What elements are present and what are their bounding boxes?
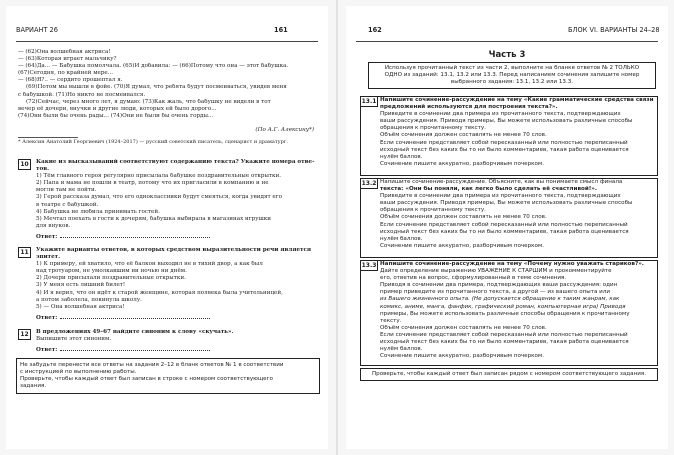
text-line: (69)Потом мы вышли в фойе. (70)Я думал, что ребята будут посмеиваться, увидев меня — [26, 84, 287, 91]
notice-line: Проверьте, чтобы каждый ответ был записан в строке с номером соответствующего — [20, 376, 273, 383]
footnote-rule — [18, 137, 78, 138]
task-line: обращения к прочитанному тексту. — [380, 125, 486, 132]
text-line: — (63)Которая играет мальчику? — [18, 56, 117, 63]
text-line: (74)Они были бы очень рады... (74)Они не были бы очень горды... — [18, 112, 214, 119]
left-header-title: ВАРИАНТ 26 — [16, 26, 58, 34]
task-line: Дайте определение выражению УВАЖЕНИЕ К СТАРШИМ и прокомментируйте — [380, 268, 612, 275]
task-line: Объём сочинения должен составлять не менее 70 слов. — [380, 324, 547, 331]
task-line: предложений используются для построения текста?». — [380, 104, 558, 111]
question-10 — [36, 159, 316, 241]
notice-line: Проверьте, чтобы каждый ответ был записан рядом с номером соответствующего задания. — [371, 371, 647, 377]
task-line: ваши рассуждения. Приводя примеры, Вы можете использовать различные способы — [380, 200, 633, 207]
task-line: Напишите сочинение-рассуждение. Объясните, как вы понимаете смысл финала — [380, 179, 623, 185]
text-line: (67)Сегодня, по крайней мере... — [18, 70, 114, 77]
question-11 — [36, 247, 316, 322]
option-line: 3) Герой рассказа думал, что его одноклассники будут смеяться, когда увидят его — [36, 194, 282, 201]
footnote: * Алексин Анатолий Георгиевич (1924–2017) — русский советский писатель, сценарист и драматург. — [18, 139, 289, 145]
question-prompt: эпитет. — [36, 254, 61, 261]
task-13-2-number: 13.2 — [361, 180, 377, 187]
story-text-excerpt — [18, 49, 314, 120]
question-prompt: Какие из высказываний соответствуют содержанию текста? Укажите номера отве- — [36, 159, 315, 165]
question-12-number: 12 — [18, 329, 31, 340]
task-line: Сочинение пишите аккуратно, разборчивым почерком. — [380, 160, 544, 167]
task-line: Напишите сочинение-рассуждение на тему «Какие грамматические средства связи — [380, 97, 654, 103]
text-line: вечер её дочери, внучки и другие люди, которых ей было дорого... — [18, 105, 217, 112]
notice-line: с инструкцией по выполнению работы. — [20, 369, 137, 376]
text-line: с бабушкой. (71)Но никто не посмеивался. — [18, 91, 146, 98]
instruction-box — [368, 62, 656, 89]
answer-field[interactable] — [60, 232, 210, 238]
task-line: примеры, Вы можете использовать различные способы обращения к прочитанному — [380, 310, 630, 317]
left-notice-box — [16, 358, 320, 394]
task-line: Напишите сочинение-рассуждение на тему «Почему нужно уважать стариков?». — [380, 261, 644, 267]
option-line: 5) — Она волшебная актриса! — [36, 303, 125, 310]
right-header-title: БЛОК VI. ВАРИАНТЫ 24–28 — [568, 26, 660, 34]
instruction-line: Используя прочитанный текст из части 2, выполните на бланке ответов № 2 ТОЛЬКО — [384, 65, 640, 71]
task-line: исходный текст без каких бы то ни было комментариев, такая работа оценивается — [380, 228, 629, 235]
question-subprompt: Выпишите этот синоним. — [36, 336, 112, 343]
text-line: — (64)Да... — Бабушка помолчала. (65)И добавила: — (66)Потому что она — этот бабушка. — [18, 63, 289, 70]
task-line: Сочинение пишите аккуратно, разборчивым почерком. — [380, 242, 544, 249]
instruction-line: ОДНО из заданий: 13.1, 13.2 или 13.3. Перед написанием сочинения запишите номер — [384, 72, 640, 79]
part-title: Часть 3 — [488, 50, 526, 60]
option-line: 1) Тём главного героя регулярно присылала бабушке поздравительные открытки. — [36, 173, 282, 180]
question-prompt: Укажите варианты ответов, в которых средством выразительности речи является — [36, 247, 312, 253]
task-line: обращения к прочитанному тексту. — [380, 207, 486, 214]
question-10-number: 10 — [18, 159, 31, 170]
option-line: могли там не пойти. — [36, 187, 97, 194]
right-header-rule — [356, 41, 658, 42]
question-prompt: тов. — [36, 166, 50, 173]
task-line: Если сочинение представляет собой пересказанный или полностью переписанный — [380, 139, 628, 146]
task-line: Объём сочинения должен составлять не менее 70 слов. — [380, 214, 547, 221]
task-line: Приведите в сочинении два примера из прочитанного текста, подтверждающих — [380, 111, 621, 118]
option-line: 3) У меня есть лишний билет! — [36, 282, 126, 289]
task-line: его, ответив на вопрос, сформулированный в теме сочинения. — [380, 275, 567, 282]
task-line: комикс, аниме, манга, фанфик, графический роман, компьютерная игра) Приводя — [380, 303, 626, 310]
right-page-number: 162 — [368, 26, 382, 34]
task-line: пример приведите из прочитанного текста, а другой — из вашего опыта или — [380, 289, 611, 296]
left-header-rule — [16, 41, 318, 42]
task-line: исходный текст без каких бы то ни было комментариев, такая работа оценивается — [380, 146, 629, 153]
text-line: (72)Сейчас, через много лет, я думаю: (73)Как жаль, что бабушку не видели в тот — [26, 98, 271, 105]
option-line: 2) Папа и мама не пошли в театр, потому что их пригласили в компанию и не — [36, 180, 269, 187]
task-line: нулём баллов. — [380, 235, 423, 242]
task-13-3 — [380, 261, 654, 360]
question-12 — [36, 329, 316, 354]
task-line: ваши рассуждения. Приводя примеры, Вы можете использовать различные способы — [380, 118, 633, 125]
text-line: — (62)Она волшебная актриса! — [18, 49, 111, 55]
left-page-number: 161 — [274, 26, 288, 34]
task-13-1 — [380, 97, 654, 168]
task-13-2 — [380, 179, 654, 250]
task-line: Приведите в сочинении два примера из прочитанного текста, подтверждающих — [380, 193, 621, 200]
notice-line: Не забудьте перенести все ответы на задания 2–12 в бланк ответов № 1 в соответствии — [20, 362, 284, 368]
answer-row — [36, 232, 316, 241]
task-line: нулём баллов. — [380, 153, 423, 160]
option-line: 4) Бабушка не любила принимать гостей. — [36, 208, 160, 215]
option-line: 2) Дочери присылали поздравительные открытки. — [36, 275, 186, 282]
task-13-1-number: 13.1 — [361, 98, 377, 105]
answer-label: Ответ: — [36, 347, 58, 354]
right-page — [346, 6, 668, 449]
notice-line: задания. — [20, 383, 47, 390]
task-line: Если сочинение представляет собой пересказанный или полностью переписанный — [380, 221, 628, 228]
task-line: тексту. — [380, 317, 402, 324]
task-line: из Вашего жизненного опыта. (Не допускается обращение к таким жанрам, как — [380, 296, 620, 303]
instruction-line: выбранного задания: 13.1, 13.2 или 13.3. — [450, 79, 574, 86]
book-gutter — [336, 0, 338, 455]
task-13-3-number: 13.3 — [361, 262, 377, 269]
task-line: Сочинение пишите аккуратно, разборчивым почерком. — [380, 353, 544, 360]
text-line: — (68)Я?.. — сердито прошептал я. — [18, 77, 123, 84]
task-line: нулём баллов. — [380, 346, 423, 353]
task-line: текста: «Они бы поняли, как легко было сделать её счастливой!». — [380, 186, 598, 193]
option-line: 1) К примеру, ей хватило, что её балкон выходил не в тихий двор, а как был — [36, 261, 263, 268]
option-line: а потом заболела, покинула школу. — [36, 296, 142, 303]
task-line: исходный текст без каких бы то ни было комментариев, такая работа оценивается — [380, 339, 629, 346]
task-line: Объём сочинения должен составлять не менее 70 слов. — [380, 132, 547, 139]
right-notice-box — [360, 368, 658, 381]
left-page — [6, 6, 328, 449]
option-line: для внуков. — [36, 222, 71, 229]
option-line: 5) Мечтал поехать в гости к дочерям, бабушка выбирала в магазинах игрушки — [36, 215, 271, 222]
option-line: 4) И я верил, что он идёт к старой женщине, которая полвека была учительницей, — [36, 289, 283, 296]
answer-label: Ответ: — [36, 314, 58, 321]
answer-row — [36, 313, 316, 322]
answer-field[interactable] — [60, 313, 210, 319]
answer-label: Ответ: — [36, 233, 58, 240]
source-attribution: (По А.Г. Алексину*) — [255, 127, 314, 133]
question-11-number: 11 — [18, 247, 31, 258]
question-prompt: В предложениях 49–67 найдите синоним к слову «скучать». — [36, 329, 234, 335]
option-line: в театре с бабушкой. — [36, 201, 99, 208]
answer-field[interactable] — [60, 345, 210, 351]
task-line: Приводя в сочинении два примера, подтверждающих ваши рассуждения: один — [380, 282, 618, 289]
option-line: над тротуаром, не умолкавшим ни ночью ни днём. — [36, 268, 187, 275]
task-line: Если сочинение представляет собой пересказанный или полностью переписанный — [380, 331, 628, 338]
answer-row — [36, 345, 316, 354]
